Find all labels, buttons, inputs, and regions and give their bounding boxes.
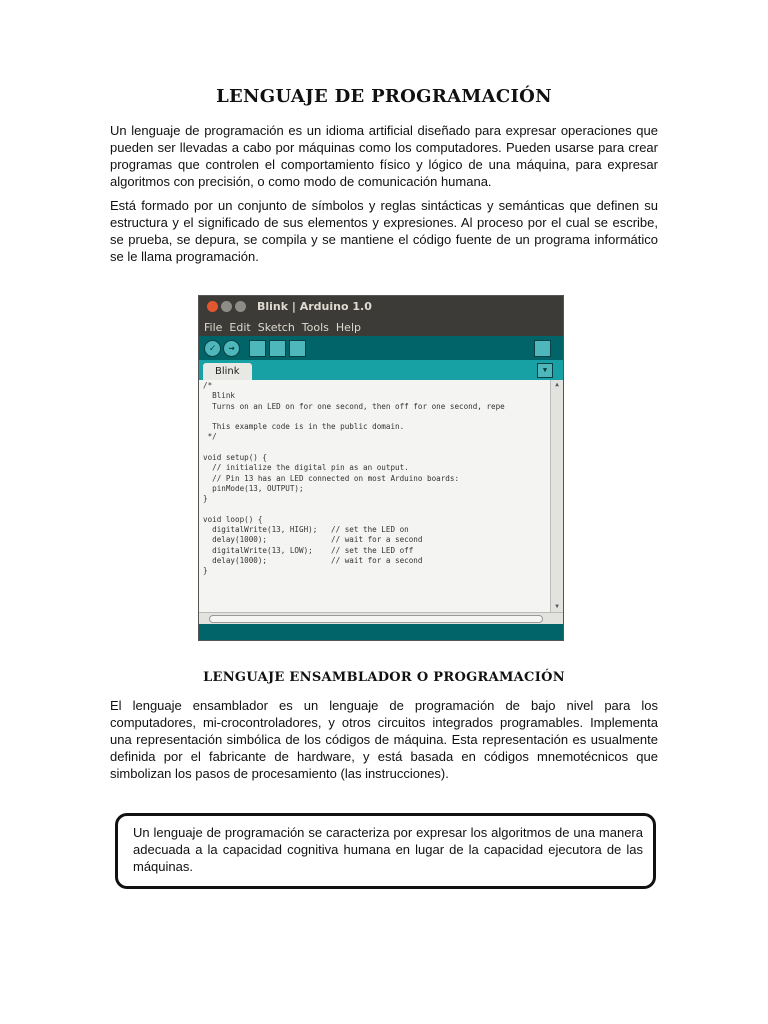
horizontal-scroll-thumb[interactable]	[209, 615, 543, 623]
ide-menubar	[199, 318, 563, 336]
menu-help[interactable]: Help	[335, 320, 361, 334]
tab-blink[interactable]: Blink	[203, 363, 252, 380]
arrow-right-icon[interactable]: →	[223, 340, 240, 357]
tab-menu-icon[interactable]: ▼	[537, 363, 553, 378]
paragraph-intro: Un lenguaje de programación es un idioma artificial diseñado para expresar operaciones que pueden ser llevadas a cabo por máquinas como los computadores. Pueden usarse para crear programas que controlen el comportamiento físico y lógico de una máquina, para expresar algoritmos con precisión, o como modo de comunicación humana.	[110, 123, 658, 189]
scroll-down-icon[interactable]: ▼	[555, 603, 559, 610]
section-subtitle: LENGUAJE ENSAMBLADOR O PROGRAMACIÓN	[203, 670, 565, 685]
scroll-up-icon[interactable]: ▲	[555, 381, 559, 388]
new-file-icon[interactable]	[249, 340, 266, 357]
ide-tabbar	[199, 360, 563, 380]
ide-status-bar	[199, 624, 563, 640]
menu-tools[interactable]: Tools	[301, 320, 329, 334]
callout-text: Un lenguaje de programación se caracteriza por expresar los algoritmos de una manera adecuada a la capacidad cognitiva humana en lugar de la capacidad ejecutora de las máquinas.	[133, 825, 643, 874]
open-icon[interactable]	[269, 340, 286, 357]
close-window-icon[interactable]	[207, 301, 218, 312]
ide-window-title: Blink | Arduino 1.0	[257, 300, 372, 313]
ide-toolbar	[199, 336, 563, 360]
paragraph-definition: Está formado por un conjunto de símbolos y reglas sintácticas y semánticas que definen su estructura y el significado de sus elementos y expresiones. Al proceso por el cual se escribe, se prueba, se depura, se compila y se mantiene el código fuente de un programa informático se le llama programación.	[110, 198, 658, 264]
callout-box	[115, 813, 656, 889]
code-text: /* Blink Turns on an LED on for one second, then off for one second, repe This example code is in the public domain. */ void setup() { // initialize the digital pin as an output. // Pin 13 has an LED connected on most Arduino boards: pinMode(13, OUTPUT); } void loop() { digitalWrite(13, HIGH); // set the LED on delay(1000); // wait for a second digitalWrite(13, LOW); // set the LED off delay(1000); // wait for a second }	[203, 381, 505, 576]
maximize-window-icon[interactable]	[235, 301, 246, 312]
check-icon[interactable]: ✓	[204, 340, 221, 357]
code-editor[interactable]	[199, 380, 551, 612]
ide-titlebar	[199, 296, 563, 318]
menu-sketch[interactable]: Sketch	[257, 320, 295, 334]
arduino-ide-screenshot	[198, 295, 564, 641]
vertical-scrollbar[interactable]	[550, 380, 563, 612]
save-icon[interactable]	[289, 340, 306, 357]
menu-file[interactable]: File	[204, 320, 223, 334]
magnifier-icon[interactable]	[534, 340, 551, 357]
page-title: LENGUAJE DE PROGRAMACIÓN	[216, 86, 552, 107]
horizontal-scrollbar[interactable]	[199, 612, 563, 624]
menu-edit[interactable]: Edit	[229, 320, 251, 334]
minimize-window-icon[interactable]	[221, 301, 232, 312]
paragraph-assembler: El lenguaje ensamblador es un lenguaje de programación de bajo nivel para los computadores, mi-crocontroladores, y otros circuitos integrados programables. Implementa una representación simbólica de los códigos de máquina. Esta representación es usualmente definida por el fabricante de hardware, y está basada en códigos mnemotécnicos que simbolizan los pasos de procesamiento (las instrucciones).	[110, 698, 658, 781]
